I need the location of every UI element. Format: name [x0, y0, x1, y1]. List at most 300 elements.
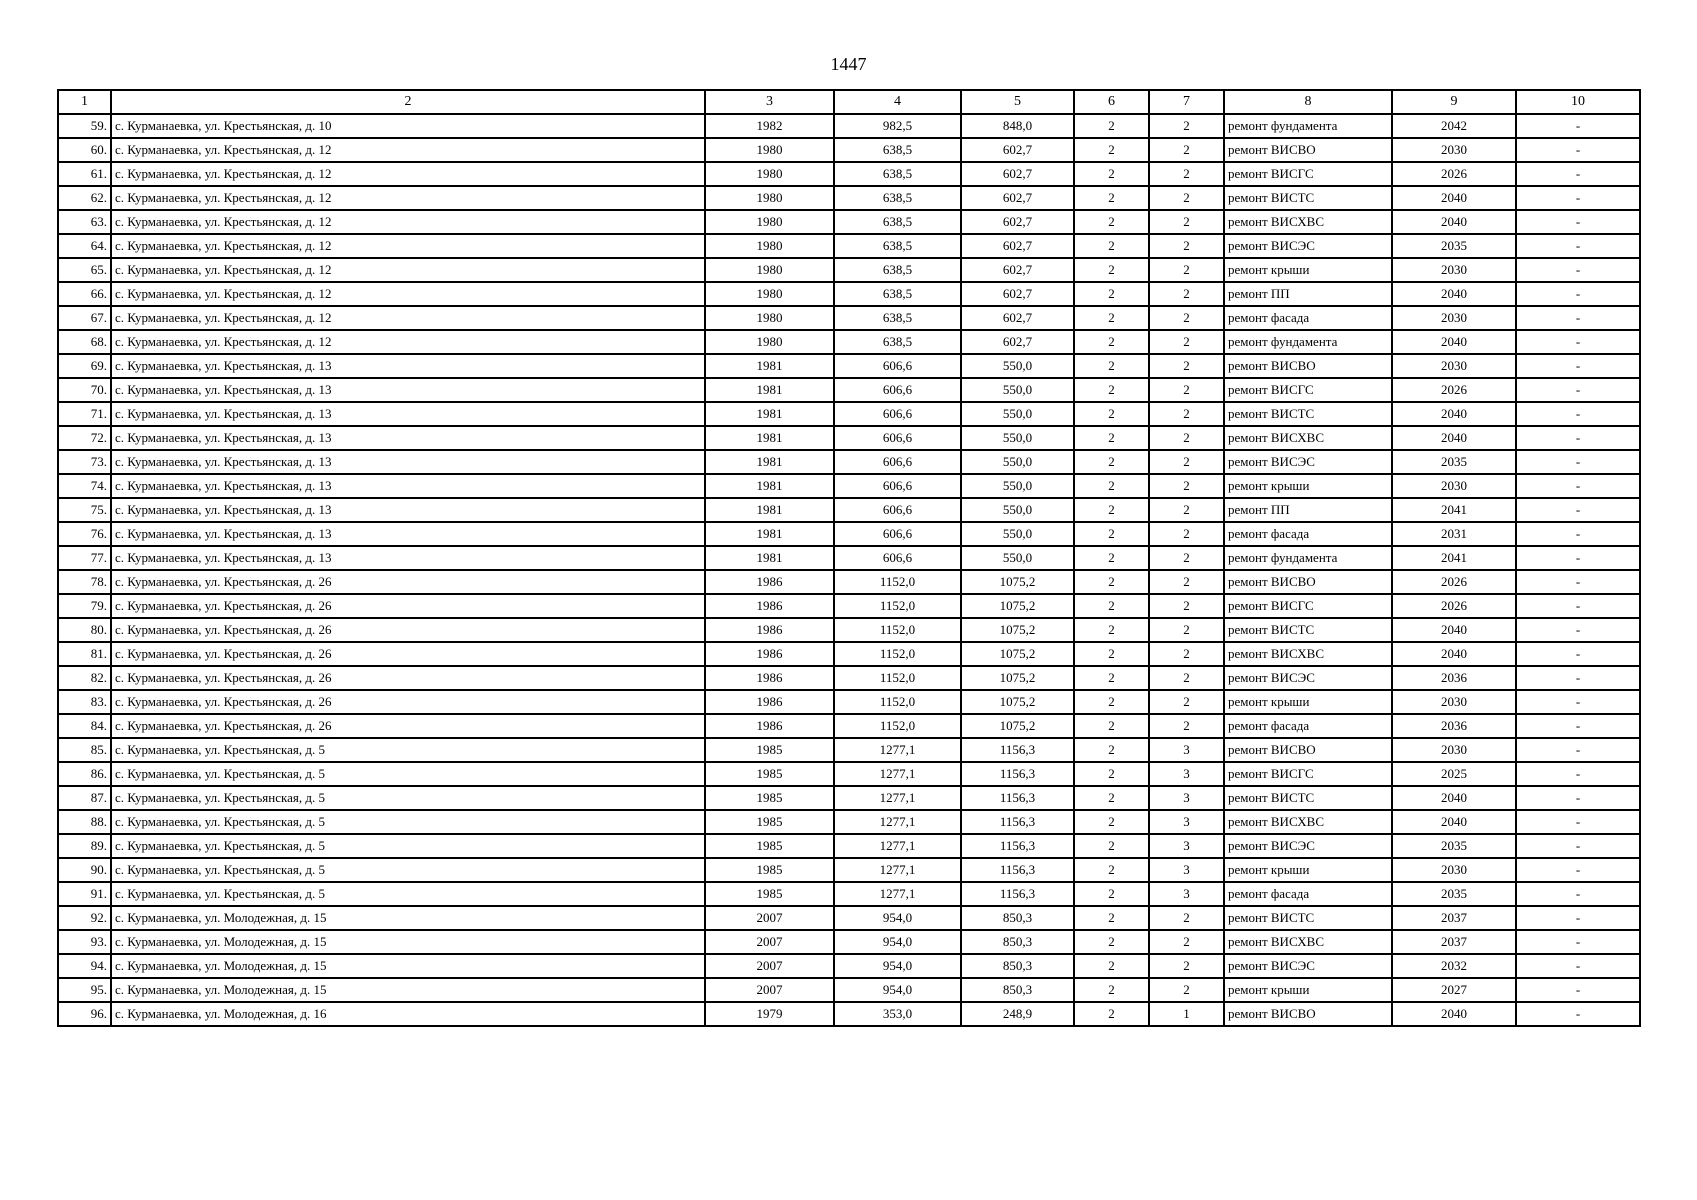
cell-year-built: 1981	[705, 546, 834, 570]
table-row	[58, 354, 1640, 378]
cell-living-area: 602,7	[961, 186, 1074, 210]
cell-floors-b: 3	[1149, 738, 1224, 762]
cell-row-number: 93.	[58, 930, 111, 954]
cell-planned-year: 2030	[1392, 738, 1516, 762]
cell-note: -	[1516, 114, 1640, 138]
cell-note: -	[1516, 306, 1640, 330]
cell-year-built: 2007	[705, 906, 834, 930]
cell-address: с. Курманаевка, ул. Крестьянская, д. 26	[111, 642, 705, 666]
column-header: 10	[1516, 90, 1640, 114]
cell-floors-b: 3	[1149, 810, 1224, 834]
table-row	[58, 1002, 1640, 1026]
cell-living-area: 602,7	[961, 330, 1074, 354]
cell-row-number: 69.	[58, 354, 111, 378]
cell-year-built: 1980	[705, 282, 834, 306]
cell-year-built: 1986	[705, 714, 834, 738]
table-row	[58, 426, 1640, 450]
table-row	[58, 162, 1640, 186]
cell-work-type: ремонт ВИСХВС	[1224, 642, 1392, 666]
cell-address: с. Курманаевка, ул. Крестьянская, д. 26	[111, 666, 705, 690]
cell-living-area: 848,0	[961, 114, 1074, 138]
cell-total-area: 638,5	[834, 330, 961, 354]
cell-address: с. Курманаевка, ул. Крестьянская, д. 5	[111, 882, 705, 906]
table-row	[58, 522, 1640, 546]
cell-total-area: 606,6	[834, 474, 961, 498]
cell-floors-a: 2	[1074, 138, 1149, 162]
cell-address: с. Курманаевка, ул. Крестьянская, д. 12	[111, 210, 705, 234]
cell-floors-b: 2	[1149, 402, 1224, 426]
table-row	[58, 378, 1640, 402]
cell-planned-year: 2030	[1392, 858, 1516, 882]
cell-living-area: 1075,2	[961, 690, 1074, 714]
cell-year-built: 1980	[705, 138, 834, 162]
table-row	[58, 186, 1640, 210]
cell-note: -	[1516, 738, 1640, 762]
table-row	[58, 450, 1640, 474]
cell-year-built: 1981	[705, 426, 834, 450]
cell-living-area: 602,7	[961, 210, 1074, 234]
cell-work-type: ремонт ВИСГС	[1224, 162, 1392, 186]
cell-planned-year: 2030	[1392, 138, 1516, 162]
cell-floors-b: 2	[1149, 234, 1224, 258]
cell-living-area: 850,3	[961, 978, 1074, 1002]
cell-floors-b: 2	[1149, 114, 1224, 138]
cell-year-built: 1982	[705, 114, 834, 138]
cell-total-area: 1152,0	[834, 618, 961, 642]
cell-planned-year: 2040	[1392, 402, 1516, 426]
cell-living-area: 550,0	[961, 354, 1074, 378]
cell-planned-year: 2026	[1392, 594, 1516, 618]
table-row	[58, 786, 1640, 810]
cell-year-built: 1980	[705, 162, 834, 186]
table-row	[58, 546, 1640, 570]
header-row	[58, 90, 1640, 114]
cell-work-type: ремонт крыши	[1224, 978, 1392, 1002]
cell-note: -	[1516, 906, 1640, 930]
cell-living-area: 550,0	[961, 522, 1074, 546]
cell-planned-year: 2040	[1392, 426, 1516, 450]
cell-work-type: ремонт ВИСТС	[1224, 618, 1392, 642]
cell-total-area: 606,6	[834, 546, 961, 570]
cell-row-number: 92.	[58, 906, 111, 930]
table-row	[58, 498, 1640, 522]
cell-note: -	[1516, 354, 1640, 378]
cell-planned-year: 2037	[1392, 930, 1516, 954]
cell-year-built: 1979	[705, 1002, 834, 1026]
cell-note: -	[1516, 282, 1640, 306]
cell-floors-b: 2	[1149, 354, 1224, 378]
cell-planned-year: 2040	[1392, 786, 1516, 810]
cell-floors-a: 2	[1074, 738, 1149, 762]
cell-work-type: ремонт ВИСЭС	[1224, 234, 1392, 258]
cell-floors-a: 2	[1074, 162, 1149, 186]
cell-planned-year: 2025	[1392, 762, 1516, 786]
table-row	[58, 738, 1640, 762]
cell-floors-b: 2	[1149, 306, 1224, 330]
column-header: 6	[1074, 90, 1149, 114]
cell-planned-year: 2040	[1392, 330, 1516, 354]
cell-row-number: 82.	[58, 666, 111, 690]
cell-floors-a: 2	[1074, 690, 1149, 714]
cell-living-area: 550,0	[961, 474, 1074, 498]
cell-floors-a: 2	[1074, 186, 1149, 210]
cell-row-number: 96.	[58, 1002, 111, 1026]
cell-work-type: ремонт фасада	[1224, 522, 1392, 546]
cell-living-area: 550,0	[961, 378, 1074, 402]
cell-work-type: ремонт фасада	[1224, 306, 1392, 330]
cell-work-type: ремонт ВИСТС	[1224, 402, 1392, 426]
cell-row-number: 72.	[58, 426, 111, 450]
cell-total-area: 1277,1	[834, 834, 961, 858]
cell-work-type: ремонт ВИСВО	[1224, 138, 1392, 162]
cell-floors-a: 2	[1074, 210, 1149, 234]
cell-address: с. Курманаевка, ул. Крестьянская, д. 26	[111, 690, 705, 714]
cell-note: -	[1516, 570, 1640, 594]
cell-address: с. Курманаевка, ул. Крестьянская, д. 12	[111, 138, 705, 162]
cell-floors-b: 2	[1149, 546, 1224, 570]
table-row	[58, 282, 1640, 306]
cell-total-area: 954,0	[834, 906, 961, 930]
cell-floors-a: 2	[1074, 282, 1149, 306]
page-number: 1447	[830, 54, 867, 74]
cell-floors-b: 2	[1149, 714, 1224, 738]
cell-total-area: 1152,0	[834, 666, 961, 690]
cell-floors-a: 2	[1074, 354, 1149, 378]
cell-floors-a: 2	[1074, 714, 1149, 738]
table-row	[58, 594, 1640, 618]
table-row	[58, 810, 1640, 834]
cell-planned-year: 2040	[1392, 642, 1516, 666]
cell-year-built: 1986	[705, 594, 834, 618]
cell-floors-a: 2	[1074, 426, 1149, 450]
cell-total-area: 1152,0	[834, 642, 961, 666]
cell-floors-a: 2	[1074, 234, 1149, 258]
cell-planned-year: 2035	[1392, 834, 1516, 858]
cell-work-type: ремонт ВИСХВС	[1224, 810, 1392, 834]
cell-total-area: 1277,1	[834, 762, 961, 786]
table-row	[58, 858, 1640, 882]
cell-row-number: 71.	[58, 402, 111, 426]
table-row	[58, 114, 1640, 138]
cell-floors-b: 2	[1149, 570, 1224, 594]
cell-work-type: ремонт фундамента	[1224, 546, 1392, 570]
cell-address: с. Курманаевка, ул. Крестьянская, д. 12	[111, 258, 705, 282]
cell-floors-a: 2	[1074, 858, 1149, 882]
table-row	[58, 618, 1640, 642]
column-header: 7	[1149, 90, 1224, 114]
cell-floors-a: 2	[1074, 402, 1149, 426]
cell-total-area: 1277,1	[834, 882, 961, 906]
cell-note: -	[1516, 450, 1640, 474]
cell-total-area: 954,0	[834, 954, 961, 978]
cell-note: -	[1516, 402, 1640, 426]
cell-row-number: 74.	[58, 474, 111, 498]
cell-floors-b: 2	[1149, 666, 1224, 690]
cell-floors-b: 2	[1149, 282, 1224, 306]
cell-address: с. Курманаевка, ул. Крестьянская, д. 12	[111, 162, 705, 186]
cell-year-built: 1981	[705, 402, 834, 426]
column-header: 1	[58, 90, 111, 114]
table-row	[58, 474, 1640, 498]
cell-note: -	[1516, 1002, 1640, 1026]
cell-row-number: 89.	[58, 834, 111, 858]
cell-total-area: 606,6	[834, 378, 961, 402]
cell-planned-year: 2030	[1392, 354, 1516, 378]
cell-address: с. Курманаевка, ул. Крестьянская, д. 26	[111, 594, 705, 618]
cell-floors-b: 2	[1149, 210, 1224, 234]
cell-address: с. Курманаевка, ул. Крестьянская, д. 13	[111, 498, 705, 522]
cell-floors-a: 2	[1074, 882, 1149, 906]
cell-total-area: 606,6	[834, 522, 961, 546]
cell-row-number: 81.	[58, 642, 111, 666]
cell-year-built: 1986	[705, 666, 834, 690]
table-row	[58, 138, 1640, 162]
cell-note: -	[1516, 234, 1640, 258]
table-row	[58, 234, 1640, 258]
cell-row-number: 80.	[58, 618, 111, 642]
table-row	[58, 642, 1640, 666]
cell-floors-a: 2	[1074, 114, 1149, 138]
cell-row-number: 77.	[58, 546, 111, 570]
cell-year-built: 1986	[705, 690, 834, 714]
cell-planned-year: 2040	[1392, 282, 1516, 306]
cell-total-area: 1152,0	[834, 714, 961, 738]
cell-total-area: 638,5	[834, 234, 961, 258]
cell-floors-a: 2	[1074, 618, 1149, 642]
cell-floors-b: 2	[1149, 186, 1224, 210]
cell-row-number: 86.	[58, 762, 111, 786]
cell-address: с. Курманаевка, ул. Крестьянская, д. 13	[111, 546, 705, 570]
cell-planned-year: 2040	[1392, 186, 1516, 210]
cell-living-area: 1075,2	[961, 714, 1074, 738]
cell-total-area: 606,6	[834, 402, 961, 426]
cell-planned-year: 2032	[1392, 954, 1516, 978]
cell-floors-a: 2	[1074, 666, 1149, 690]
cell-work-type: ремонт фундамента	[1224, 114, 1392, 138]
cell-living-area: 850,3	[961, 906, 1074, 930]
table-row	[58, 978, 1640, 1002]
cell-floors-a: 2	[1074, 930, 1149, 954]
cell-row-number: 85.	[58, 738, 111, 762]
column-header: 5	[961, 90, 1074, 114]
cell-work-type: ремонт ВИСТС	[1224, 186, 1392, 210]
cell-year-built: 1985	[705, 834, 834, 858]
cell-floors-b: 2	[1149, 474, 1224, 498]
cell-planned-year: 2030	[1392, 690, 1516, 714]
cell-year-built: 1981	[705, 354, 834, 378]
cell-year-built: 1981	[705, 474, 834, 498]
cell-address: с. Курманаевка, ул. Крестьянская, д. 13	[111, 474, 705, 498]
cell-work-type: ремонт крыши	[1224, 858, 1392, 882]
cell-row-number: 95.	[58, 978, 111, 1002]
cell-work-type: ремонт крыши	[1224, 690, 1392, 714]
cell-work-type: ремонт ВИСВО	[1224, 570, 1392, 594]
cell-address: с. Курманаевка, ул. Крестьянская, д. 12	[111, 306, 705, 330]
cell-floors-b: 3	[1149, 786, 1224, 810]
cell-living-area: 550,0	[961, 426, 1074, 450]
cell-floors-b: 2	[1149, 450, 1224, 474]
cell-floors-b: 2	[1149, 258, 1224, 282]
cell-floors-a: 2	[1074, 810, 1149, 834]
cell-address: с. Курманаевка, ул. Молодежная, д. 15	[111, 906, 705, 930]
table-row	[58, 210, 1640, 234]
cell-floors-b: 2	[1149, 978, 1224, 1002]
cell-year-built: 1980	[705, 330, 834, 354]
cell-living-area: 550,0	[961, 450, 1074, 474]
cell-year-built: 1985	[705, 810, 834, 834]
cell-total-area: 1152,0	[834, 594, 961, 618]
cell-year-built: 1985	[705, 738, 834, 762]
cell-work-type: ремонт ВИСЭС	[1224, 666, 1392, 690]
cell-year-built: 1980	[705, 186, 834, 210]
cell-floors-b: 2	[1149, 378, 1224, 402]
cell-row-number: 66.	[58, 282, 111, 306]
table-row	[58, 402, 1640, 426]
cell-work-type: ремонт ВИСГС	[1224, 762, 1392, 786]
cell-note: -	[1516, 474, 1640, 498]
cell-year-built: 1986	[705, 642, 834, 666]
table-row	[58, 570, 1640, 594]
cell-floors-a: 2	[1074, 906, 1149, 930]
cell-planned-year: 2030	[1392, 474, 1516, 498]
cell-planned-year: 2026	[1392, 378, 1516, 402]
cell-row-number: 65.	[58, 258, 111, 282]
cell-address: с. Курманаевка, ул. Крестьянская, д. 13	[111, 402, 705, 426]
repair-schedule-table	[57, 89, 1641, 1027]
cell-work-type: ремонт ВИСХВС	[1224, 930, 1392, 954]
cell-year-built: 2007	[705, 930, 834, 954]
cell-row-number: 88.	[58, 810, 111, 834]
cell-year-built: 1981	[705, 522, 834, 546]
cell-work-type: ремонт ВИСЭС	[1224, 450, 1392, 474]
cell-living-area: 1156,3	[961, 858, 1074, 882]
cell-living-area: 602,7	[961, 258, 1074, 282]
cell-row-number: 64.	[58, 234, 111, 258]
cell-address: с. Курманаевка, ул. Крестьянская, д. 10	[111, 114, 705, 138]
cell-note: -	[1516, 210, 1640, 234]
cell-address: с. Курманаевка, ул. Крестьянская, д. 12	[111, 330, 705, 354]
cell-note: -	[1516, 138, 1640, 162]
cell-address: с. Курманаевка, ул. Крестьянская, д. 5	[111, 858, 705, 882]
cell-planned-year: 2036	[1392, 666, 1516, 690]
column-header: 4	[834, 90, 961, 114]
cell-total-area: 1152,0	[834, 570, 961, 594]
cell-work-type: ремонт ВИСВО	[1224, 1002, 1392, 1026]
cell-total-area: 954,0	[834, 930, 961, 954]
cell-work-type: ремонт ВИСГС	[1224, 378, 1392, 402]
cell-total-area: 638,5	[834, 186, 961, 210]
cell-work-type: ремонт фундамента	[1224, 330, 1392, 354]
table-row	[58, 714, 1640, 738]
table-row	[58, 666, 1640, 690]
cell-year-built: 2007	[705, 954, 834, 978]
cell-living-area: 248,9	[961, 1002, 1074, 1026]
cell-living-area: 602,7	[961, 162, 1074, 186]
cell-living-area: 1075,2	[961, 666, 1074, 690]
cell-note: -	[1516, 954, 1640, 978]
cell-note: -	[1516, 930, 1640, 954]
cell-note: -	[1516, 378, 1640, 402]
cell-note: -	[1516, 594, 1640, 618]
cell-row-number: 67.	[58, 306, 111, 330]
cell-floors-a: 2	[1074, 474, 1149, 498]
cell-living-area: 1156,3	[961, 834, 1074, 858]
cell-note: -	[1516, 810, 1640, 834]
cell-floors-a: 2	[1074, 258, 1149, 282]
cell-floors-a: 2	[1074, 570, 1149, 594]
cell-total-area: 638,5	[834, 282, 961, 306]
cell-total-area: 638,5	[834, 258, 961, 282]
cell-row-number: 87.	[58, 786, 111, 810]
cell-row-number: 94.	[58, 954, 111, 978]
cell-year-built: 1980	[705, 306, 834, 330]
cell-total-area: 606,6	[834, 498, 961, 522]
cell-address: с. Курманаевка, ул. Крестьянская, д. 26	[111, 714, 705, 738]
column-header: 8	[1224, 90, 1392, 114]
cell-total-area: 1277,1	[834, 858, 961, 882]
cell-living-area: 1156,3	[961, 882, 1074, 906]
cell-note: -	[1516, 762, 1640, 786]
column-header: 9	[1392, 90, 1516, 114]
cell-note: -	[1516, 642, 1640, 666]
cell-floors-b: 3	[1149, 882, 1224, 906]
cell-floors-b: 2	[1149, 618, 1224, 642]
cell-floors-a: 2	[1074, 786, 1149, 810]
cell-address: с. Курманаевка, ул. Молодежная, д. 15	[111, 930, 705, 954]
cell-address: с. Курманаевка, ул. Крестьянская, д. 13	[111, 426, 705, 450]
cell-total-area: 638,5	[834, 138, 961, 162]
cell-total-area: 606,6	[834, 450, 961, 474]
cell-address: с. Курманаевка, ул. Крестьянская, д. 13	[111, 522, 705, 546]
cell-note: -	[1516, 882, 1640, 906]
cell-year-built: 2007	[705, 978, 834, 1002]
cell-floors-a: 2	[1074, 834, 1149, 858]
cell-planned-year: 2041	[1392, 546, 1516, 570]
cell-planned-year: 2040	[1392, 810, 1516, 834]
cell-living-area: 1075,2	[961, 642, 1074, 666]
cell-row-number: 63.	[58, 210, 111, 234]
cell-total-area: 1277,1	[834, 738, 961, 762]
cell-planned-year: 2031	[1392, 522, 1516, 546]
cell-year-built: 1985	[705, 882, 834, 906]
cell-floors-a: 2	[1074, 1002, 1149, 1026]
cell-floors-a: 2	[1074, 330, 1149, 354]
cell-planned-year: 2036	[1392, 714, 1516, 738]
cell-total-area: 1277,1	[834, 810, 961, 834]
cell-row-number: 60.	[58, 138, 111, 162]
cell-living-area: 1156,3	[961, 786, 1074, 810]
cell-year-built: 1986	[705, 570, 834, 594]
cell-year-built: 1985	[705, 762, 834, 786]
cell-work-type: ремонт ВИСГС	[1224, 594, 1392, 618]
cell-living-area: 1156,3	[961, 762, 1074, 786]
cell-note: -	[1516, 786, 1640, 810]
cell-row-number: 76.	[58, 522, 111, 546]
column-header: 2	[111, 90, 705, 114]
cell-row-number: 91.	[58, 882, 111, 906]
cell-row-number: 83.	[58, 690, 111, 714]
table-row	[58, 330, 1640, 354]
cell-work-type: ремонт ВИСЭС	[1224, 954, 1392, 978]
cell-planned-year: 2040	[1392, 210, 1516, 234]
cell-year-built: 1985	[705, 786, 834, 810]
cell-address: с. Курманаевка, ул. Крестьянская, д. 13	[111, 450, 705, 474]
cell-work-type: ремонт ВИСХВС	[1224, 210, 1392, 234]
table-body	[58, 114, 1640, 1026]
table-row	[58, 690, 1640, 714]
cell-note: -	[1516, 522, 1640, 546]
cell-planned-year: 2027	[1392, 978, 1516, 1002]
